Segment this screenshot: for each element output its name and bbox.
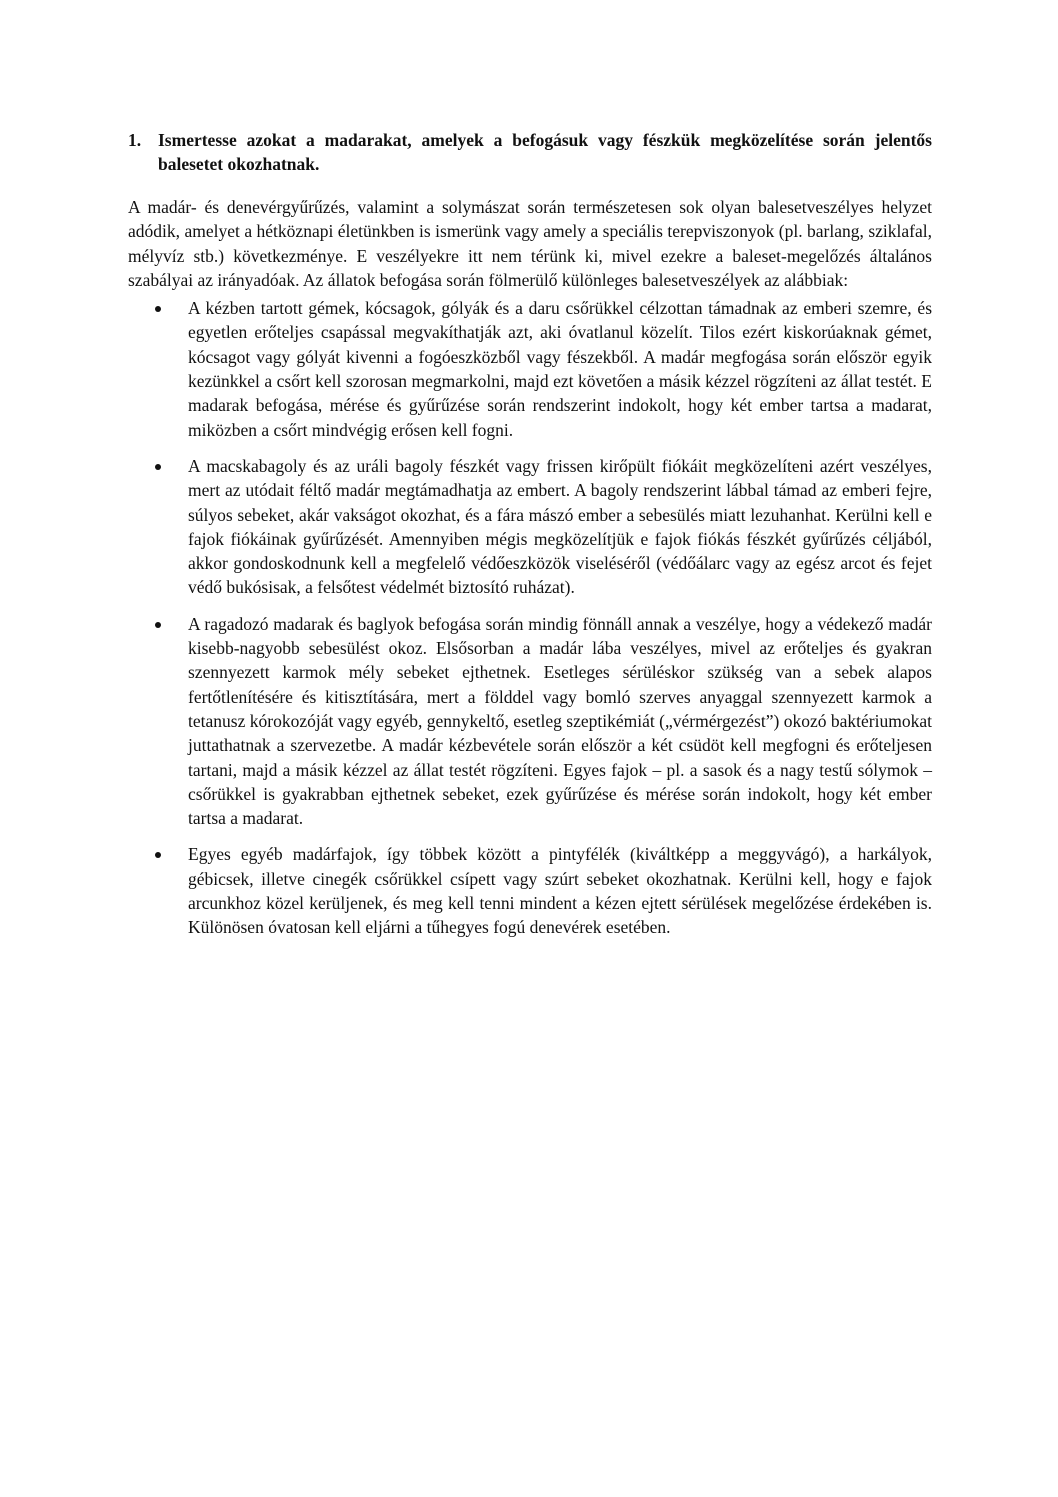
list-item-text: A kézben tartott gémek, kócsagok, gólyák és a daru csőrükkel célzottan támadnak az emberi szemre, és egyetlen erőteljes csapással megvakíthatják azt, aki óvatlanul közelít. Tilos ezért kiskorúaknak gémet, kócsagot vagy gólyát kivenni a fogóeszközből vagy fészekből. A madár megfogása során először egyik kezünkkel a csőrt kell szorosan megmarkolni, majd ezt követően a másik kézzel rögzíteni az állat testét. E madarak befogása, mérése és gyűrűzése során rendszerint indokolt, hogy két ember tartsa a madarat, miközben a csőrt mindvégig erősen kell fogni. — [188, 298, 932, 440]
section-heading — [128, 128, 932, 176]
document-page — [128, 128, 932, 952]
heading-text: Ismertesse azokat a madarakat, amelyek a befogásuk vagy fészkük megközelítése során jelentős balesetet okozhatnak. — [158, 130, 932, 174]
list-item — [128, 842, 932, 939]
list-item — [128, 612, 932, 831]
list-item — [128, 296, 932, 442]
heading-number: 1. — [128, 130, 142, 150]
list-item-text: A macskabagoly és az uráli bagoly fészkét vagy frissen kirőpült fiókáit megközelíteni azért veszélyes, mert az utódait féltő madár megtámadhatja az embert. A bagoly rendszerint lábbal támad az emberi fejre, súlyos sebeket, akár vakságot okozhat, és a fára mászó ember a sebesülés miatt lezuhanhat. Kerülni kell e fajok fiókáinak gyűrűzését. Amennyiben mégis megközelítjük e fajok fiókás fészkét gyűrűzés céljából, akkor gondoskodnunk kell a megfelelő védőeszközök viseléséről (védőálarc vagy az egész arcot és fejet védő bukósisak, a felsőtest védelmét biztosító ruházat). — [188, 455, 932, 598]
bullet-icon — [155, 464, 161, 470]
hazard-list — [128, 296, 932, 939]
intro-paragraph: A madár- és denevérgyűrűzés, valamint a solymászat során természetesen sok olyan balesetveszélyes helyzet adódik, amelyet a hétköznapi életünkben is ismerünk vagy amely a speciális terepviszonyok (pl. barlang, sziklafal, mélyvíz stb.) következménye. E veszélyekre itt nem térünk ki, mivel ezekre a baleset-megelőzés általános szabályai az irányadóak. Az állatok befogása során fölmerülő különleges balesetveszélyek az alábbiak: — [128, 197, 932, 290]
list-item — [128, 454, 932, 600]
bullet-icon — [155, 622, 161, 628]
bullet-icon — [155, 852, 161, 858]
list-item-text: Egyes egyéb madárfajok, így többek között a pintyfélék (kiváltképp a meggyvágó), a harkályok, gébicsek, illetve cinegék csőrükkel csípett vagy szúrt sebeket okozhatnak. Kerülni kell, hogy e fajok arcunkhoz közel kerüljenek, és meg kell tenni mindent a kézen ejtett sérülések megelőzése érdekében is. Különösen óvatosan kell eljárni a tűhegyes fogú denevérek esetében. — [188, 844, 932, 938]
list-item-text: A ragadozó madarak és baglyok befogása során mindig fönnáll annak a veszélye, hogy a védekező madár kisebb-nagyobb sebesülést okoz. Elsősorban a madár lába veszélyes, mivel az erőteljes és gyakran szennyezett karmok mély sebeket ejthetnek. Esetleges sérüléskor szükség van a sebek alapos fertőtlenítésére és kitisztítására, mert a földdel vagy bomló szerves anyaggal szennyezett karmok a tetanusz kórokozóját vagy egyéb, gennykeltő, esetleg szeptikémiát („vérmérgezést”) okozó baktériumokat juttathatnak a szervezetbe. A madár kézbevétele során először a két csüdöt kell megfogni és erőteljesen tartani, majd a másik kézzel az állat testét rögzíteni. Egyes fajok – pl. a sasok és a nagy testű sólymok – csőrükkel is gyakrabban ejthetnek sebeket, ezek gyűrűzése és mérése során indokolt, hogy két ember tartsa a madarat. — [188, 613, 932, 829]
bullet-icon — [155, 306, 161, 312]
